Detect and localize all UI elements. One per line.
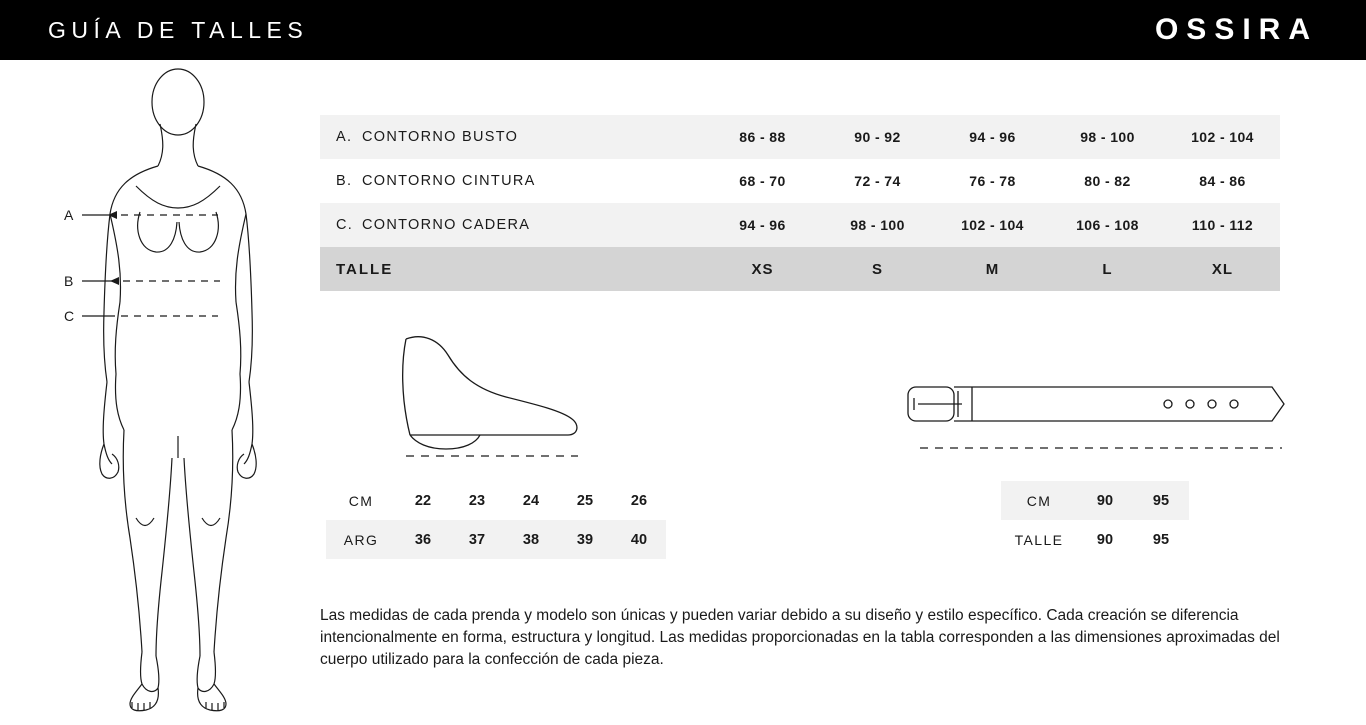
- belt-cm-1: 90: [1077, 481, 1133, 520]
- table-row: [320, 115, 1280, 159]
- cell-cadera-l: 106 - 108: [1050, 203, 1165, 247]
- cell-cadera-xl: 110 - 112: [1165, 203, 1280, 247]
- belt-illustration: [900, 370, 1300, 465]
- cell-busto-m: 94 - 96: [935, 115, 1050, 159]
- page-title: GUÍA DE TALLES: [48, 16, 309, 43]
- shoe-cm-3: 24: [522, 492, 540, 509]
- table-row: [320, 159, 1280, 203]
- belt-talle-1: 90: [1096, 531, 1114, 548]
- cell-cadera-s: 98 - 100: [820, 203, 935, 247]
- talle-m: M: [935, 247, 1050, 291]
- talle-s: S: [820, 247, 935, 291]
- shoe-size-table: [326, 481, 666, 559]
- shoe-arg-3: 38: [504, 520, 558, 559]
- row-letter: B.: [336, 173, 353, 189]
- belt-row-label-talle: TALLE: [1014, 531, 1064, 548]
- belt-size-table: [1001, 481, 1189, 559]
- shoe-arg-1: 36: [396, 520, 450, 559]
- row-text: CONTORNO BUSTO: [362, 129, 519, 145]
- table-row: [1001, 520, 1189, 559]
- figure-marker-c: C: [64, 308, 75, 324]
- page-header: [0, 0, 1366, 60]
- cell-cadera-xs: 94 - 96: [705, 203, 820, 247]
- cell-busto-xl: 102 - 104: [1165, 115, 1280, 159]
- disclaimer-text: Las medidas de cada prenda y modelo son únicas y pueden variar debido a su diseño y estilo específico. Cada creación se diferencia intencionalmente en forma, estructura y longitud. Las medidas proporcionadas en la tabla corresponden a las dimensiones aproximadas del cuerpo utilizado para la confección de cada pieza.: [320, 607, 1280, 668]
- shoe-cm-5: 26: [630, 492, 648, 509]
- shoe-cm-4: 25: [576, 492, 594, 509]
- belt-row-label-cm: CM: [1001, 481, 1077, 520]
- body-measurements-table: [320, 115, 1280, 291]
- row-label-busto: [320, 115, 705, 159]
- row-letter: C.: [336, 217, 354, 233]
- shoe-cm-2: 23: [468, 492, 486, 509]
- body-figure-illustration: [60, 62, 310, 712]
- row-text: CONTORNO CADERA: [362, 217, 531, 233]
- table-row: [1001, 481, 1189, 520]
- cell-busto-l: 98 - 100: [1050, 115, 1165, 159]
- row-label-cintura: [320, 159, 705, 203]
- cell-cintura-xs: 68 - 70: [705, 159, 820, 203]
- shoe-arg-4: 39: [558, 520, 612, 559]
- table-row: [320, 203, 1280, 247]
- shoe-row-label-cm: CM: [348, 492, 374, 509]
- belt-talle-2: 95: [1152, 531, 1170, 548]
- cell-busto-s: 90 - 92: [820, 115, 935, 159]
- talle-l: L: [1050, 247, 1165, 291]
- shoe-row-label-arg: ARG: [326, 520, 396, 559]
- table-row: [326, 481, 666, 520]
- belt-cm-2: 95: [1133, 481, 1189, 520]
- row-label-cadera: [320, 203, 705, 247]
- shoe-arg-2: 37: [450, 520, 504, 559]
- cell-cintura-xl: 84 - 86: [1165, 159, 1280, 203]
- table-row: [326, 520, 666, 559]
- shoe-arg-5: 40: [612, 520, 666, 559]
- cell-cintura-m: 76 - 78: [935, 159, 1050, 203]
- shoe-cm-1: 22: [414, 492, 432, 509]
- figure-marker-b: B: [64, 273, 74, 289]
- row-letter: A.: [336, 129, 353, 145]
- cell-cintura-s: 72 - 74: [820, 159, 935, 203]
- table-row-talle: [320, 247, 1280, 291]
- cell-cadera-m: 102 - 104: [935, 203, 1050, 247]
- row-label-talle: TALLE: [320, 247, 705, 291]
- cell-cintura-l: 80 - 82: [1050, 159, 1165, 203]
- talle-xl: XL: [1165, 247, 1280, 291]
- brand-logo: OSSIRA: [1154, 13, 1318, 46]
- row-text: CONTORNO CINTURA: [362, 173, 536, 189]
- figure-marker-a: A: [64, 207, 74, 223]
- cell-busto-xs: 86 - 88: [705, 115, 820, 159]
- foot-illustration: [330, 325, 660, 475]
- talle-xs: XS: [705, 247, 820, 291]
